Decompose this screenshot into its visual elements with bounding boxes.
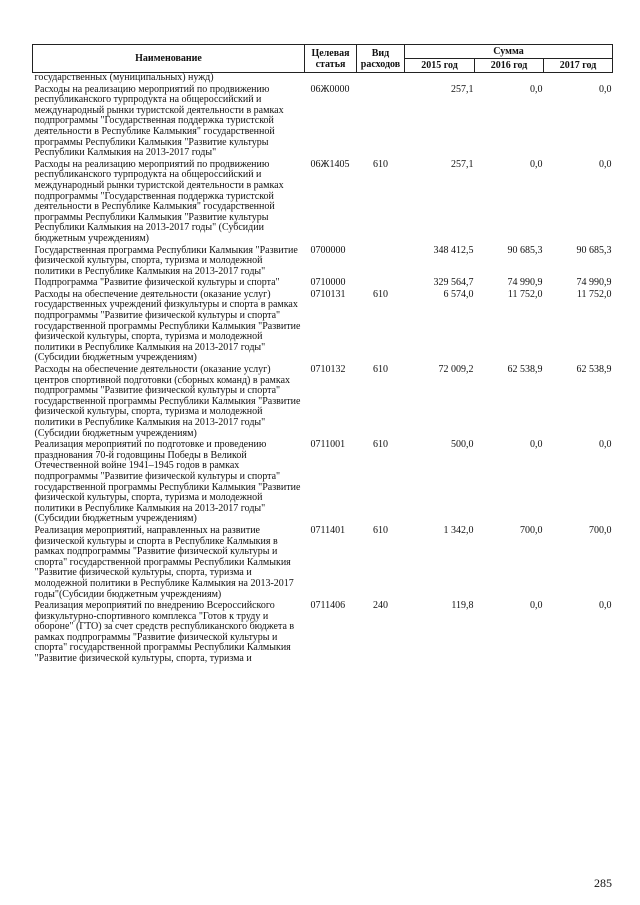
header-name: Наименование: [33, 45, 305, 73]
header-article: Целевая статья: [305, 45, 357, 73]
row-sum-2017: 74 990,9: [576, 277, 612, 289]
row-sum-2015: 500,0: [451, 439, 474, 451]
table-body: [33, 73, 613, 666]
row-sum-2016: 90 685,3: [507, 244, 543, 256]
row-article: 0710000: [310, 277, 346, 289]
budget-table: [32, 44, 613, 666]
row-sum-2017: 0,0: [599, 158, 612, 170]
table-row: [33, 365, 613, 440]
row-sum-2016: 700,0: [520, 524, 543, 536]
header-sum: Сумма: [405, 45, 613, 59]
header-year-2017: 2017 год: [544, 59, 613, 73]
row-sum-2017: 0,0: [599, 600, 612, 612]
row-kind: 610: [373, 524, 388, 536]
row-name: Расходы на реализацию мероприятий по продвижению республиканского турпродукта на общероссийский и международный рынки туристской деятельности в рамках подпрограммы "Государственная поддержка туристской деятельности в Республике Калмыкия" государственной программы Республики Калмыкия "Развитие культуры Республики Калмыкия на 2013-2017 годы" (Субсидии бюджетным учреждениям): [34, 158, 284, 244]
row-article: 0700000: [310, 244, 346, 256]
row-sum-2016: 0,0: [530, 439, 543, 451]
row-name: Государственная программа Республики Калмыкия "Развитие физической культуры, спорта, туризма и молодежной политики в Республике Калмыкия на 2013-2017 годы": [34, 244, 298, 277]
table-row: [33, 526, 613, 601]
table-row: [33, 85, 613, 160]
row-name: Реализация мероприятий, направленных на развитие физической культуры и спорта в Республике Калмыкия в рамках подпрограммы "Развитие физической культуры и спорта" государственной программы Республики Калмыкия "Развитие физической культуры, спорта, туризма и молодежной политики в Республике Калмыкия на 2013-2017 годы"(Субсидии бюджетным учреждениям): [34, 524, 294, 600]
row-article: 0711401: [310, 524, 346, 536]
row-sum-2017: 90 685,3: [576, 244, 612, 256]
row-sum-2017: 0,0: [599, 439, 612, 451]
row-name: Реализация мероприятий по внедрению Всероссийского физкультурно-спортивного комплекса "Готов к труду и обороне" (ГТО) за счет средств республиканского бюджета в рамках подпрограммы "Развитие физической культуры и спорта" государственной программы Республики Калмыкия "Развитие физической культуры, спорта, туризма и: [34, 600, 295, 665]
row-sum-2016: 11 752,0: [507, 288, 543, 300]
row-article: 0711001: [310, 439, 346, 451]
table-row: [33, 440, 613, 526]
row-sum-2016: 0,0: [530, 600, 543, 612]
row-sum-2016: 62 538,9: [507, 364, 543, 376]
row-kind: 610: [373, 439, 388, 451]
table-row: [33, 601, 613, 666]
row-article: 0711406: [310, 600, 346, 612]
row-sum-2015: 329 564,7: [433, 277, 474, 289]
row-article: 0710131: [310, 288, 346, 300]
row-sum-2015: 348 412,5: [433, 244, 474, 256]
row-article: 0710132: [310, 364, 346, 376]
row-article: 06Ж0000: [310, 83, 350, 95]
row-sum-2016: [475, 73, 544, 85]
row-kind: [357, 85, 405, 160]
row-article: [305, 73, 357, 85]
row-sum-2017: 62 538,9: [576, 364, 612, 376]
row-sum-2017: 700,0: [589, 524, 612, 536]
table-row: [33, 290, 613, 365]
row-sum-2017: [544, 73, 613, 85]
row-kind: [357, 246, 405, 279]
table-row: [33, 246, 613, 279]
row-sum-2017: 11 752,0: [576, 288, 612, 300]
row-kind: 240: [373, 600, 388, 612]
header-year-2015: 2015 год: [405, 59, 475, 73]
table-row: [33, 160, 613, 246]
row-name: Реализация мероприятий по подготовке и проведению празднования 70-й годовщины Победы в Великой Отечественной войне 1941–1945 годов в рамках подпрограммы "Развитие физической культуры и спорта" государственной программы Республики Калмыкия "Развитие физической культуры, спорта, туризма и молодежной политики в Республике Калмыкия на 2013-2017 годы" (Субсидии бюджетным учреждениям): [34, 439, 301, 525]
header-year-2016: 2016 год: [475, 59, 544, 73]
table-header: [33, 45, 613, 73]
row-article: 06Ж1405: [310, 158, 350, 170]
row-sum-2017: 0,0: [599, 83, 612, 95]
row-sum-2015: 257,1: [451, 83, 474, 95]
row-sum-2015: 72 009,2: [438, 364, 474, 376]
row-sum-2016: 0,0: [530, 158, 543, 170]
header-kind: Вид расходов: [357, 45, 405, 73]
row-kind: 610: [373, 288, 388, 300]
row-name: Подпрограмма "Развитие физической культуры и спорта": [34, 277, 280, 289]
row-sum-2016: 0,0: [530, 83, 543, 95]
page-number: 285: [594, 876, 612, 890]
row-sum-2015: [405, 73, 475, 85]
row-sum-2015: 257,1: [451, 158, 474, 170]
row-name: Расходы на обеспечение деятельности (оказание услуг) государственных учреждений физкультуры и спорта в рамках подпрограммы "Развитие физической культуры и спорта" государственной программы Республики Калмыкия "Развитие физической культуры, спорта, туризма и молодежной политики в Республике Калмыкия на 2013-2017 годы" (Субсидии бюджетным учреждениям): [34, 288, 301, 364]
row-name: Расходы на реализацию мероприятий по продвижению республиканского турпродукта на общероссийский и международный рынки туристской деятельности в рамках подпрограммы "Государственная поддержка туристской деятельности в Республике Калмыкия" государственной программы Республики Калмыкия "Развитие культуры Республики Калмыкия на 2013-2017 годы": [34, 83, 284, 159]
row-name: государственных (муниципальных) нужд): [34, 72, 214, 83]
row-sum-2015: 119,8: [451, 600, 474, 612]
table-row: [33, 73, 613, 85]
row-sum-2016: 74 990,9: [507, 277, 543, 289]
row-kind: [357, 73, 405, 85]
row-name: Расходы на обеспечение деятельности (оказание услуг) центров спортивной подготовки (сборных команд) в рамках подпрограммы "Развитие физической культуры и спорта" государственной программы Республики Калмыкия "Развитие физической культуры, спорта, туризма и молодежной политики в Республике Калмыкия на 2013-2017 годы" (Субсидии бюджетным учреждениям): [34, 364, 301, 439]
row-sum-2015: 1 342,0: [443, 524, 474, 536]
row-kind: 610: [373, 158, 388, 170]
row-sum-2015: 6 574,0: [443, 288, 474, 300]
row-kind: 610: [373, 364, 388, 376]
